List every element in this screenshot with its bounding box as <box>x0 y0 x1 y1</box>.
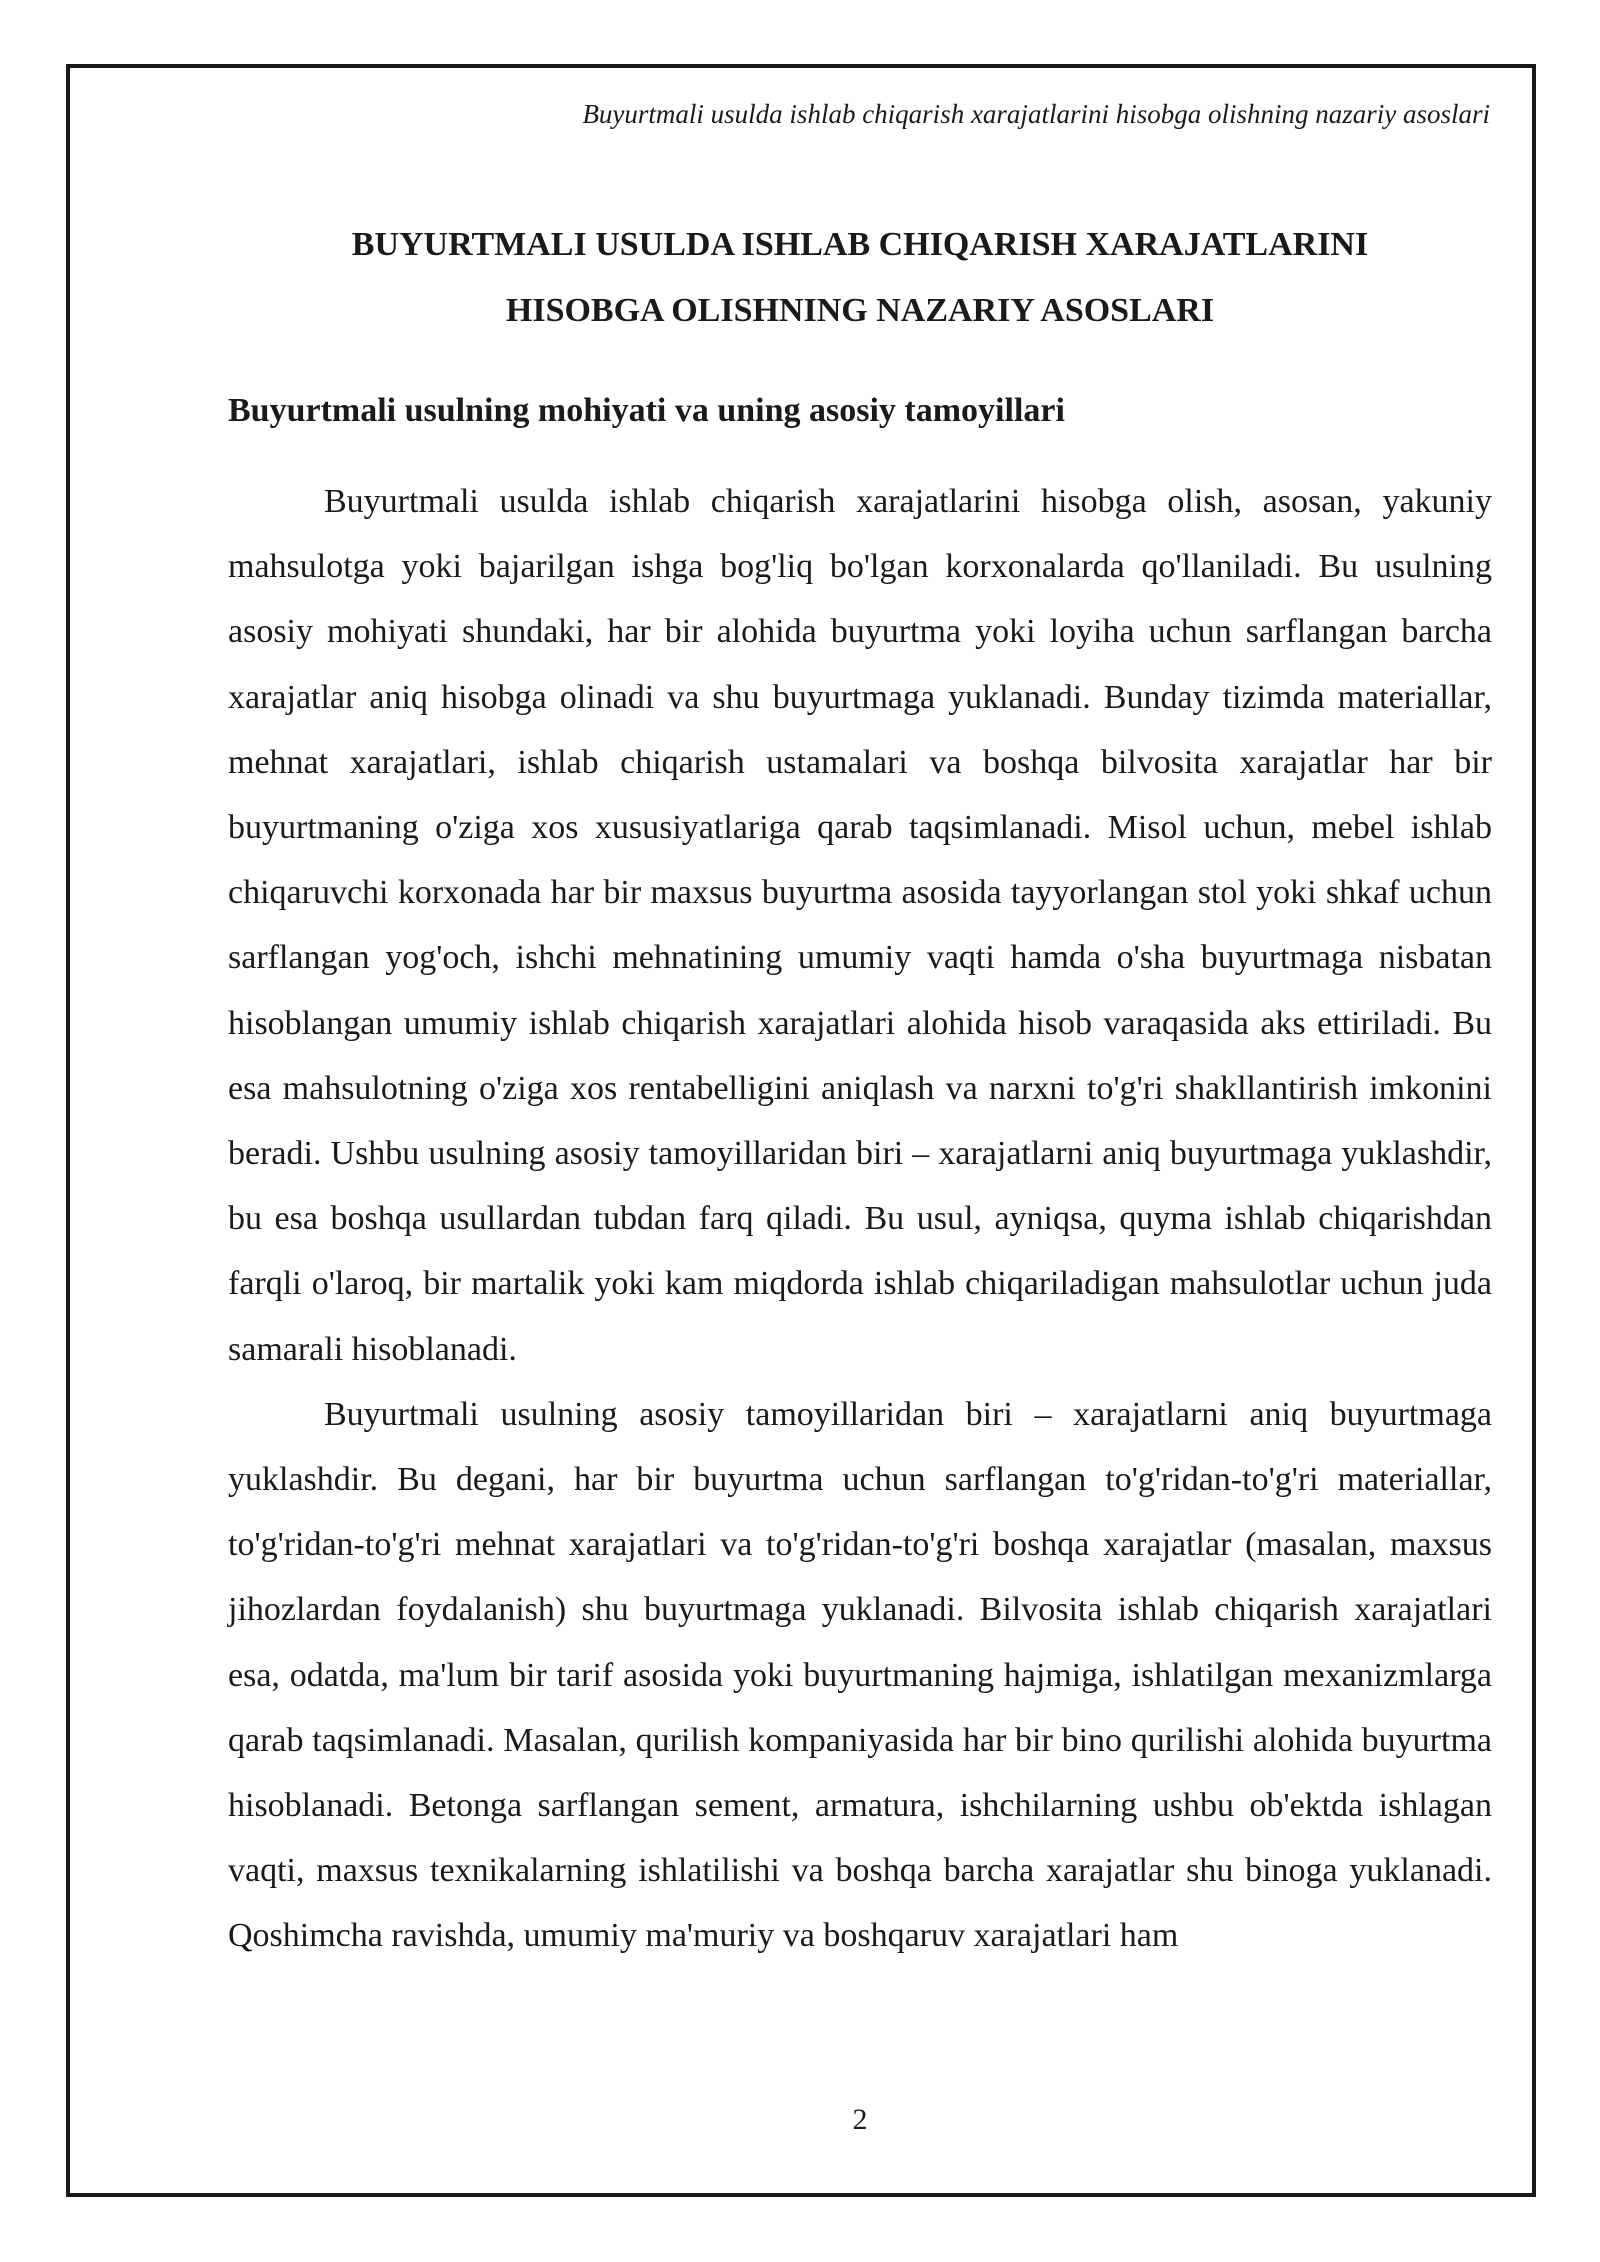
body-text <box>228 469 1492 1969</box>
document-title-line-1: BUYURTMALI USULDA ISHLAB CHIQARISH XARAJATLARINI <box>351 226 1369 263</box>
running-header: Buyurtmali usulda ishlab chiqarish xarajatlarini hisobga olishning nazariy asoslari <box>582 99 1490 129</box>
document-title <box>228 212 1492 344</box>
paragraph-1: Buyurtmali usulda ishlab chiqarish xarajatlarini hisobga olish, asosan, yakuniy mahsulotga yoki bajarilgan ishga bog'liq bo'lgan korxonalarda qo'llaniladi. Bu usulning asosiy mohiyati shundaki, har bir alohida buyurtma yoki loyiha uchun sarflangan barcha xarajatlar aniq hisobga olinadi va shu buyurtmaga yuklanadi. Bunday tizimda materiallar, mehnat xarajatlari, ishlab chiqarish ustamalari va boshqa bilvosita xarajatlar har bir buyurtmaning o'ziga xos xususiyatlariga qarab taqsimlanadi. Misol uchun, mebel ishlab chiqaruvchi korxonada har bir maxsus buyurtma asosida tayyorlangan stol yoki shkaf uchun sarflangan yog'och, ishchi mehnatining umumiy vaqti hamda o'sha buyurtmaga nisbatan hisoblangan umumiy ishlab chiqarish xarajatlari alohida hisob varaqasida aks ettiriladi. Bu esa mahsulotning o'ziga xos rentabelligini aniqlash va narxni to'g'ri shakllantirish imkonini beradi. Ushbu usulning asosiy tamoyillaridan biri – xarajatlarni aniq buyurtmaga yuklashdir, bu esa boshqa usullardan tubdan farq qiladi. Bu usul, ayniqsa, quyma ishlab chiqarishdan farqli o'laroq, bir martalik yoki kam miqdorda ishlab chiqariladigan mahsulotlar uchun juda samarali hisoblanadi. <box>228 483 1492 1368</box>
section-heading: Buyurtmali usulning mohiyati va uning asosiy tamoyillari <box>228 392 1065 429</box>
document-title-line-2: HISOBGA OLISHNING NAZARIY ASOSLARI <box>505 292 1215 329</box>
page-number: 2 <box>852 2103 868 2136</box>
paragraph-2: Buyurtmali usulning asosiy tamoyillaridan biri – xarajatlarni aniq buyurtmaga yuklashdir. Bu degani, har bir buyurtma uchun sarflangan to'g'ridan-to'g'ri materiallar, to'g'ridan-to'g'ri mehnat xarajatlari va to'g'ridan-to'g'ri boshqa xarajatlar (masalan, maxsus jihozlardan foydalanish) shu buyurtmaga yuklanadi. Bilvosita ishlab chiqarish xarajatlari esa, odatda, ma'lum bir tarif asosida yoki buyurtmaning hajmiga, ishlatilgan mexanizmlarga qarab taqsimlanadi. Masalan, qurilish kompaniyasida har bir bino qurilishi alohida buyurtma hisoblanadi. Betonga sarflangan sement, armatura, ishchilarning ushbu ob'ektda ishlagan vaqti, maxsus texnikalarning ishlatilishi va boshqa barcha xarajatlar shu binoga yuklanadi. Qoshimcha ravishda, umumiy ma'muriy va boshqaruv xarajatlari ham <box>228 1395 1492 1955</box>
